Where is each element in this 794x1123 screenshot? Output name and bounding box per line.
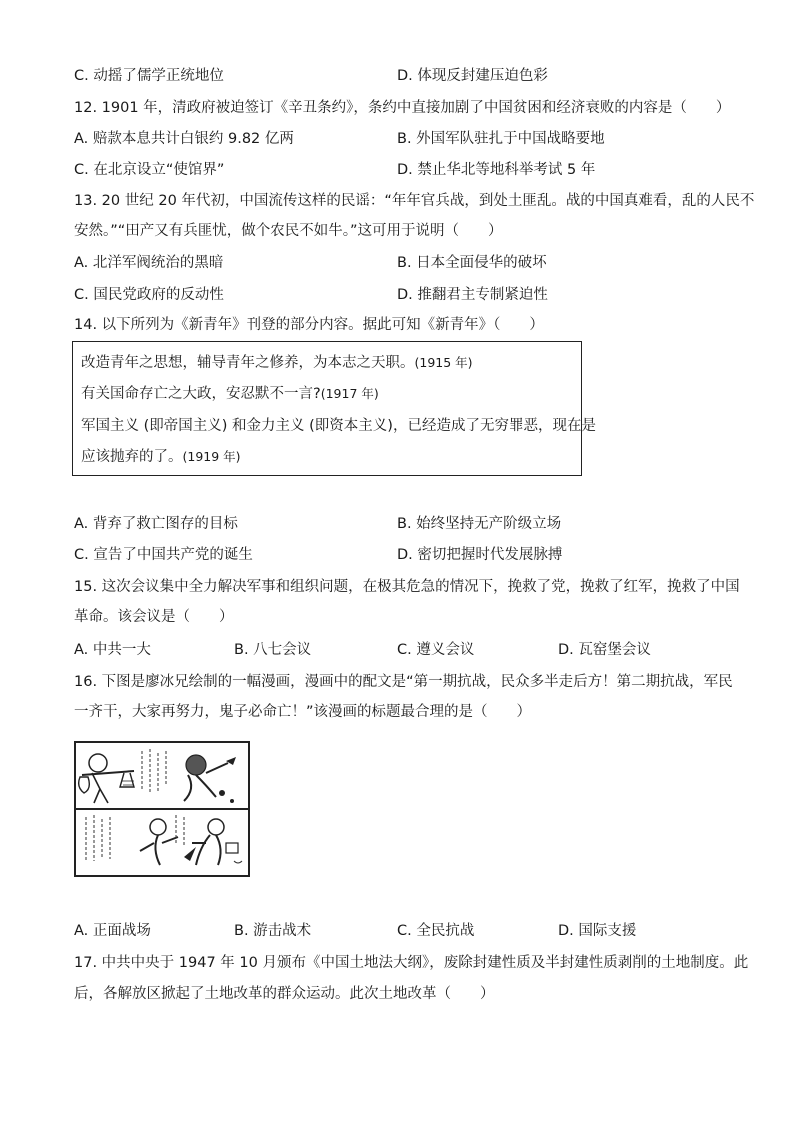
- q16-stem-line1: 16. 下图是廖冰兄绘制的一幅漫画，漫画中的配文是“第一期抗战，民众多半走后方！第二期抗战，军民: [74, 674, 733, 690]
- q13-option-b: B. 日本全面侵华的破坏: [397, 255, 547, 271]
- quote-line-4-text: 应该抛弃的了。: [81, 449, 183, 465]
- q13-option-a: A. 北洋军阀统治的黑暗: [74, 255, 224, 271]
- q14-option-d: D. 密切把握时代发展脉搏: [397, 547, 563, 563]
- quote-line-1-year: (1915 年): [414, 355, 473, 370]
- q15-stem-line1: 15. 这次会议集中全力解决军事和组织问题，在极其危急的情况下，挽救了党，挽救了红军，挽救了中国: [74, 579, 740, 595]
- q12-stem: 12. 1901 年，清政府被迫签订《辛丑条约》，条约中直接加剧了中国贫困和经济衰败的内容是（ ）: [74, 100, 731, 116]
- q17-stem-line2: 后，各解放区掀起了土地改革的群众运动。此次土地改革（ ）: [74, 986, 495, 1002]
- quote-line-3: 军国主义 (即帝国主义) 和金力主义 (即资本主义)，已经造成了无穷罪恶，现在是: [81, 418, 596, 434]
- q12-option-c: C. 在北京设立“使馆界”: [74, 162, 225, 178]
- q16-option-d: D. 国际支援: [558, 923, 637, 939]
- quote-line-2: [81, 384, 379, 404]
- q17-stem-line1: 17. 中共中央于 1947 年 10 月颁布《中国土地法大纲》，废除封建性质及半封建性质剥削的土地制度。此: [74, 955, 749, 971]
- q13-stem-line1: 13. 20 世纪 20 年代初，中国流传这样的民谣：“年年官兵战，到处土匪乱。战的中国真难看，乱的人民不: [74, 193, 755, 209]
- cartoon-drawing: [76, 743, 248, 875]
- quote-line-1: [81, 353, 473, 373]
- quote-line-4: [81, 447, 241, 467]
- quote-line-4-year: (1919 年): [182, 449, 241, 464]
- q14-option-b: B. 始终坚持无产阶级立场: [397, 516, 562, 532]
- quote-line-2-text: 有关国命存亡之大政，安忍默不一言?: [81, 386, 321, 402]
- q14-quote-box: [72, 341, 596, 476]
- q16-option-a: A. 正面战场: [74, 923, 151, 939]
- q15-option-a: A. 中共一大: [74, 642, 151, 658]
- q14-option-a: A. 背弃了救亡图存的目标: [74, 516, 238, 532]
- q16-stem-line2: 一齐干，大家再努力，鬼子必命亡！”该漫画的标题最合理的是（ ）: [74, 704, 532, 720]
- q15-option-c: C. 遵义会议: [397, 642, 475, 658]
- q14-option-c: C. 宣告了中国共产党的诞生: [74, 547, 253, 563]
- q11-option-d: D. 体现反封建压迫色彩: [397, 68, 548, 84]
- q12-option-a: A. 赔款本息共计白银约 9.82 亿两: [74, 131, 294, 147]
- q13-option-d: D. 推翻君主专制紧迫性: [397, 287, 548, 303]
- q15-option-b: B. 八七会议: [234, 642, 312, 658]
- quote-line-1-text: 改造青年之思想，辅导青年之修养，为本志之天职。: [81, 355, 415, 371]
- q13-option-c: C. 国民党政府的反动性: [74, 287, 224, 303]
- q12-option-d: D. 禁止华北等地科举考试 5 年: [397, 162, 596, 178]
- q16-option-c: C. 全民抗战: [397, 923, 475, 939]
- q16-option-b: B. 游击战术: [234, 923, 312, 939]
- q11-option-c: C. 动摇了儒学正统地位: [74, 68, 224, 84]
- quote-line-2-year: (1917 年): [320, 386, 379, 401]
- q13-stem-line2: 安然。”“田产又有兵匪忧，做个农民不如牛。”这可用于说明（ ）: [74, 223, 503, 239]
- q15-stem-line2: 革命。该会议是（ ）: [74, 609, 234, 625]
- q15-option-d: D. 瓦窑堡会议: [558, 642, 651, 658]
- q12-option-b: B. 外国军队驻扎于中国战略要地: [397, 131, 605, 147]
- war-cartoon-image: [74, 741, 250, 877]
- q14-stem: 14. 以下所列为《新青年》刊登的部分内容。据此可知《新青年》（ ）: [74, 317, 544, 333]
